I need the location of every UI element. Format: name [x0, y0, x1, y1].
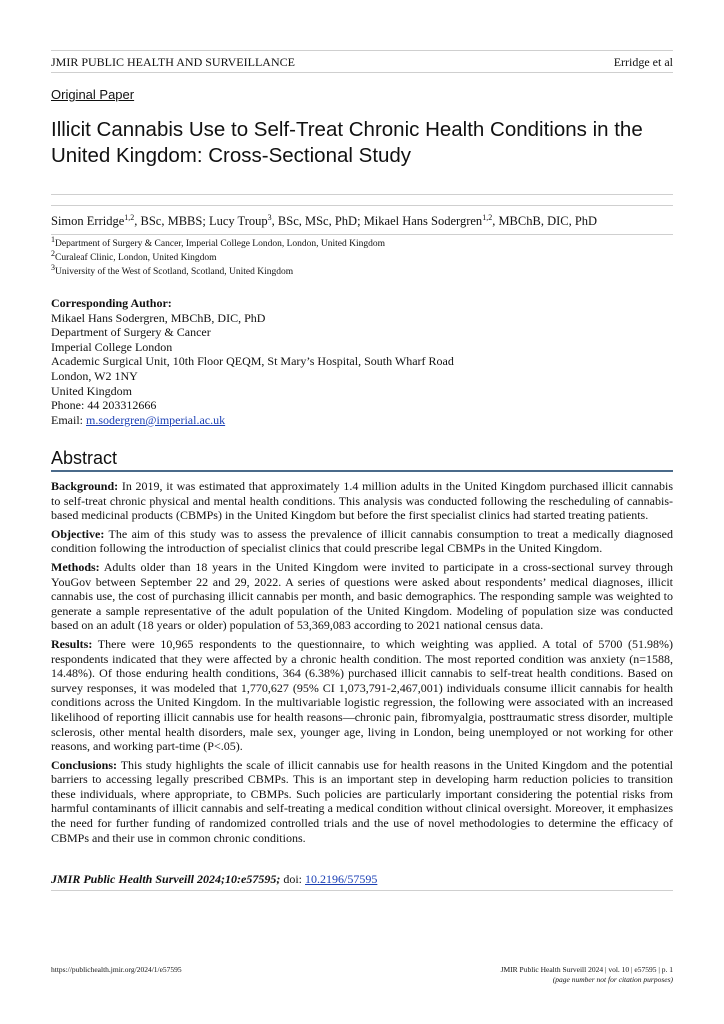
affiliation-num: 1	[51, 234, 55, 244]
abstract-label: Results:	[51, 636, 93, 651]
abstract-text: Adults older than 18 years in the United Kingdom were invited to participate in a cross-sectional survey through YouGov between September 22 and 29, 2022. A series of questions were asked about respondents’ medical diagnoses, illicit cannabis use, the cost of purchasing illicit cannabis per month, and basic demographics. The responding sample was weighted to generate a sample representative of the adult population of the United Kingdom. Modeling of population size was conducted based on an adult (18 years or older) population of 53,369,083 according to 2021 national census data.	[51, 559, 673, 633]
author-affil-sup: 1,2	[124, 212, 135, 222]
footer-note: (page number not for citation purposes)	[552, 975, 673, 984]
footer-journal-info: JMIR Public Health Surveill 2024 | vol. 10 | e57595 | p. 1	[500, 965, 673, 974]
affiliation-text: Department of Surgery & Cancer, Imperial College London, London, United Kingdom	[55, 239, 386, 249]
corresponding-line: London, W2 1NY	[51, 368, 138, 383]
abstract-text: The aim of this study was to assess the prevalence of illicit cannabis consumption to treat a medically diagnosed condition following the introduction of specialist clinics that could prescribe legal CBMPs in the United Kingdom.	[51, 526, 673, 556]
citation-journal: JMIR Public Health Surveill 2024;10:e57595;	[51, 872, 281, 886]
corresponding-line: Department of Surgery & Cancer	[51, 325, 211, 340]
title-rule	[51, 194, 673, 195]
abstract-text: This study highlights the scale of illicit cannabis use for health reasons in the United Kingdom and the potential barriers to accessing legally prescribed CBMPs. This is an important step in developing harm reduction policies to transition these individuals, where appropriate, to CBMPs. Such policies are particularly important considering the potential risks from harmful contaminants of illicit cannabis and self-treating a medical condition without clinical oversight. Moreover, it emphasizes the need for further funding of randomized controlled trials and the use of novel methodologies to determine the efficacy of CBMPs and their use in common chronic conditions.	[51, 757, 673, 845]
abstract-section-background	[51, 479, 673, 523]
footer-url: https://publichealth.jmir.org/2024/1/e57595	[51, 965, 182, 974]
running-header	[51, 55, 673, 70]
author-name: Mikael Hans Sodergren	[363, 214, 483, 228]
affiliation-text: Curaleaf Clinic, London, United Kingdom	[55, 253, 217, 263]
abstract-text: There were 10,965 respondents to the questionnaire, to which weighting was applied. A total of 5700 (51.98%) respondents indicated that they were affected by a chronic health condition. The most reported condition was anxiety (n=1588, 14.48%). Of those enduring health conditions, 364 (6.38%) purchased illicit cannabis to self-treat health conditions. Based on survey responses, it was modeled that 1,770,627 (95% CI 1,073,791-2,467,001) individuals consume illicit cannabis for health conditions across the United Kingdom. In the multivariable logistic regression, the following were associated with an increased likelihood of reporting illicit cannabis use for health reasons—chronic pain, fibromyalgia, posttraumatic stress disorder, multiple sclerosis, other mental health disorders, male sex, younger age, living in London, being unemployed or not working for other reasons, and working part-time (P<.05).	[51, 636, 673, 754]
affiliation-text: University of the West of Scotland, Scotland, United Kingdom	[55, 267, 294, 277]
doi-label: doi:	[280, 872, 306, 886]
footer-info	[501, 965, 673, 985]
corresponding-line: Phone: 44 203312666	[51, 398, 157, 413]
email-link[interactable]: m.sodergren@imperial.ac.uk	[86, 412, 226, 427]
affiliation-num: 2	[51, 248, 55, 258]
abstract-section-results	[51, 637, 673, 754]
paper-type: Original Paper	[51, 87, 135, 102]
author-degrees: , MBChB, DIC, PhD	[492, 214, 598, 228]
abstract-text: In 2019, it was estimated that approximately 1.4 million adults in the United Kingdom purchased illicit cannabis to self-treat chronic physical and mental health conditions. This analysis was conducted following the rescheduling of cannabis-based medicinal products (CBMPs) in the United Kingdom but before the first specialist clinics had started treating patients.	[51, 479, 673, 523]
author-list	[51, 214, 597, 229]
running-author: Erridge et al	[613, 55, 673, 69]
corresponding-label: Corresponding Author:	[51, 296, 172, 310]
corresponding-line: Academic Surgical Unit, 10th Floor QEQM, St Mary’s Hospital, South Wharf Road	[51, 354, 454, 369]
corresponding-line: United Kingdom	[51, 383, 132, 398]
affiliation-item	[51, 234, 386, 249]
affiliation-item	[51, 248, 217, 263]
corresponding-line: Mikael Hans Sodergren, MBChB, DIC, PhD	[51, 310, 266, 325]
abstract-section-objective	[51, 527, 673, 556]
header-rule-bottom	[51, 72, 673, 73]
paper-title: Illicit Cannabis Use to Self-Treat Chronic Health Conditions in the United Kingdom: Cross-Sectional Study	[51, 118, 643, 167]
author-name: Simon Erridge	[51, 214, 125, 228]
citation-line	[51, 872, 377, 887]
author-degrees: , BSc, MBBS;	[134, 214, 209, 228]
author-name: Lucy Troup	[208, 214, 268, 228]
affiliation-num: 3	[51, 262, 55, 272]
email-line	[51, 413, 454, 428]
abstract-section-conclusions	[51, 758, 673, 846]
abstract-body	[51, 479, 673, 849]
abstract-label: Objective:	[51, 526, 105, 541]
corresponding-author	[51, 296, 454, 427]
abstract-section-methods	[51, 560, 673, 633]
abstract-label: Conclusions:	[51, 757, 118, 772]
abstract-rule	[51, 470, 673, 472]
affiliation-item	[51, 262, 294, 277]
author-affil-sup: 3	[267, 212, 272, 222]
doi-link[interactable]: 10.2196/57595	[305, 872, 378, 886]
header-rule-top	[51, 50, 673, 51]
citation-rule	[51, 890, 673, 891]
journal-name: JMIR PUBLIC HEALTH AND SURVEILLANCE	[51, 55, 295, 69]
abstract-label: Methods:	[51, 559, 100, 574]
author-affil-sup: 1,2	[482, 212, 493, 222]
abstract-label: Background:	[51, 479, 119, 493]
author-degrees: , BSc, MSc, PhD;	[271, 214, 364, 228]
authors-rule-bottom	[51, 234, 673, 235]
corresponding-line: Imperial College London	[51, 339, 173, 354]
email-label: Email:	[51, 412, 86, 427]
abstract-heading: Abstract	[51, 448, 118, 468]
authors-rule-top	[51, 205, 673, 206]
